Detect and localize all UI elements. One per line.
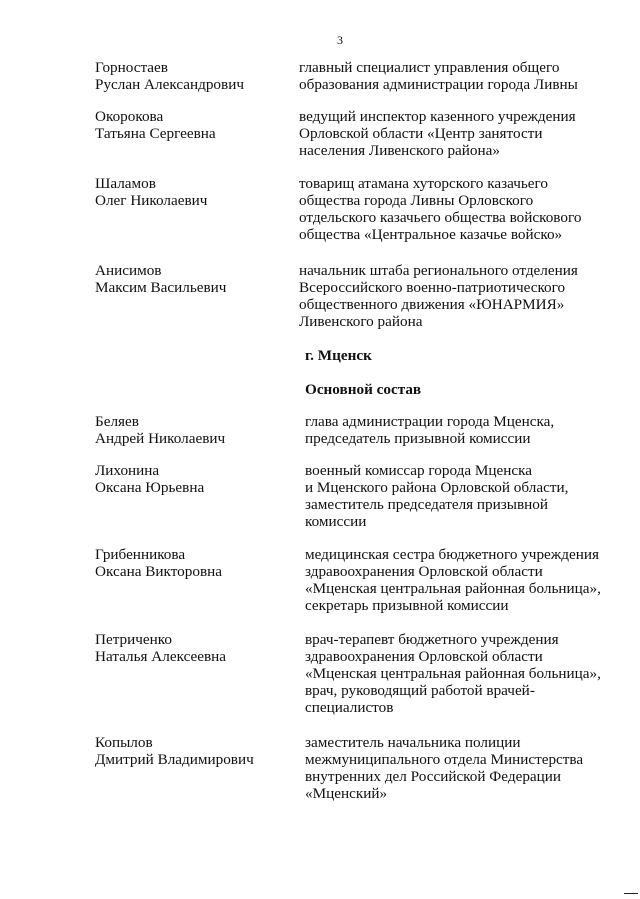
role-line: заместитель начальника полиции — [305, 734, 521, 751]
member-role — [305, 462, 635, 530]
member-role — [299, 108, 629, 159]
section-city-heading: г. Мценск — [305, 347, 372, 364]
role-line: начальник штаба регионального отделения — [299, 262, 578, 279]
member-name — [95, 413, 295, 447]
role-line: общества «Центральное казачье войско» — [299, 226, 563, 243]
member-name — [95, 462, 295, 496]
role-line: и Мценского района Орловской области, — [305, 479, 569, 496]
member-role — [305, 413, 635, 447]
role-line: ведущий инспектор казенного учреждения — [299, 108, 576, 125]
role-line: «Мценская центральная районная больница», — [305, 580, 601, 597]
member-surname: Беляев — [95, 413, 139, 430]
role-line: межмуниципального отдела Министерства — [305, 751, 584, 768]
role-line: внутренних дел Российской Федерации — [305, 768, 562, 785]
role-line: здравоохранения Орловской области — [305, 648, 543, 665]
role-line: образования администрации города Ливны — [299, 76, 578, 93]
role-line: секретарь призывной комиссии — [305, 597, 509, 614]
member-name — [95, 108, 295, 142]
member-surname: Грибенникова — [95, 546, 186, 563]
page-corner-mark — [624, 893, 638, 894]
member-given-names: Олег Николаевич — [95, 192, 208, 209]
member-surname: Лихонина — [95, 462, 160, 479]
role-line: врач-терапевт бюджетного учреждения — [305, 631, 559, 648]
member-name — [95, 262, 295, 296]
member-name — [95, 175, 295, 209]
member-given-names: Наталья Алексеевна — [95, 648, 227, 665]
member-surname: Горностаев — [95, 59, 168, 76]
member-name — [95, 734, 295, 768]
member-given-names: Максим Васильевич — [95, 279, 227, 296]
member-given-names: Руслан Александрович — [95, 76, 244, 93]
role-line: врач, руководящий работой врачей- — [305, 682, 535, 699]
role-line: отдельского казачьего общества войскового — [299, 209, 582, 226]
member-role — [299, 175, 629, 243]
member-role — [299, 262, 629, 330]
page-number: 3 — [337, 33, 343, 47]
role-line: общества города Ливны Орловского — [299, 192, 534, 209]
role-line: Ливенского района — [299, 313, 423, 330]
section-subtitle: Основной состав — [305, 381, 422, 398]
member-role — [305, 631, 635, 716]
role-line: Орловской области «Центр занятости — [299, 125, 543, 142]
member-given-names: Дмитрий Владимирович — [95, 751, 254, 768]
role-line: населения Ливенского района» — [299, 142, 500, 159]
member-surname: Копылов — [95, 734, 153, 751]
role-line: товарищ атамана хуторского казачьего — [299, 175, 548, 192]
role-line: «Мценский» — [305, 785, 388, 802]
member-surname: Шаламов — [95, 175, 156, 192]
role-line: специалистов — [305, 699, 394, 716]
role-line: здравоохранения Орловской области — [305, 563, 543, 580]
member-name — [95, 546, 295, 580]
member-role — [299, 59, 629, 93]
member-given-names: Оксана Юрьевна — [95, 479, 205, 496]
role-line: комиссии — [305, 513, 367, 530]
member-role — [305, 546, 635, 614]
member-given-names: Оксана Викторовна — [95, 563, 222, 580]
member-surname: Петриченко — [95, 631, 172, 648]
member-given-names: Татьяна Сергеевна — [95, 125, 216, 142]
role-line: общественного движения «ЮНАРМИЯ» — [299, 296, 565, 313]
role-line: заместитель председателя призывной — [305, 496, 548, 513]
role-line: главный специалист управления общего — [299, 59, 560, 76]
member-name — [95, 631, 295, 665]
role-line: «Мценская центральная районная больница», — [305, 665, 601, 682]
member-name — [95, 59, 295, 93]
member-role — [305, 734, 635, 802]
role-line: военный комиссар города Мценска — [305, 462, 533, 479]
role-line: Всероссийского военно-патриотического — [299, 279, 566, 296]
role-line: медицинская сестра бюджетного учреждения — [305, 546, 599, 563]
role-line: председатель призывной комиссии — [305, 430, 531, 447]
member-given-names: Андрей Николаевич — [95, 430, 226, 447]
member-surname: Окорокова — [95, 108, 164, 125]
role-line: глава администрации города Мценска, — [305, 413, 555, 430]
member-surname: Анисимов — [95, 262, 162, 279]
